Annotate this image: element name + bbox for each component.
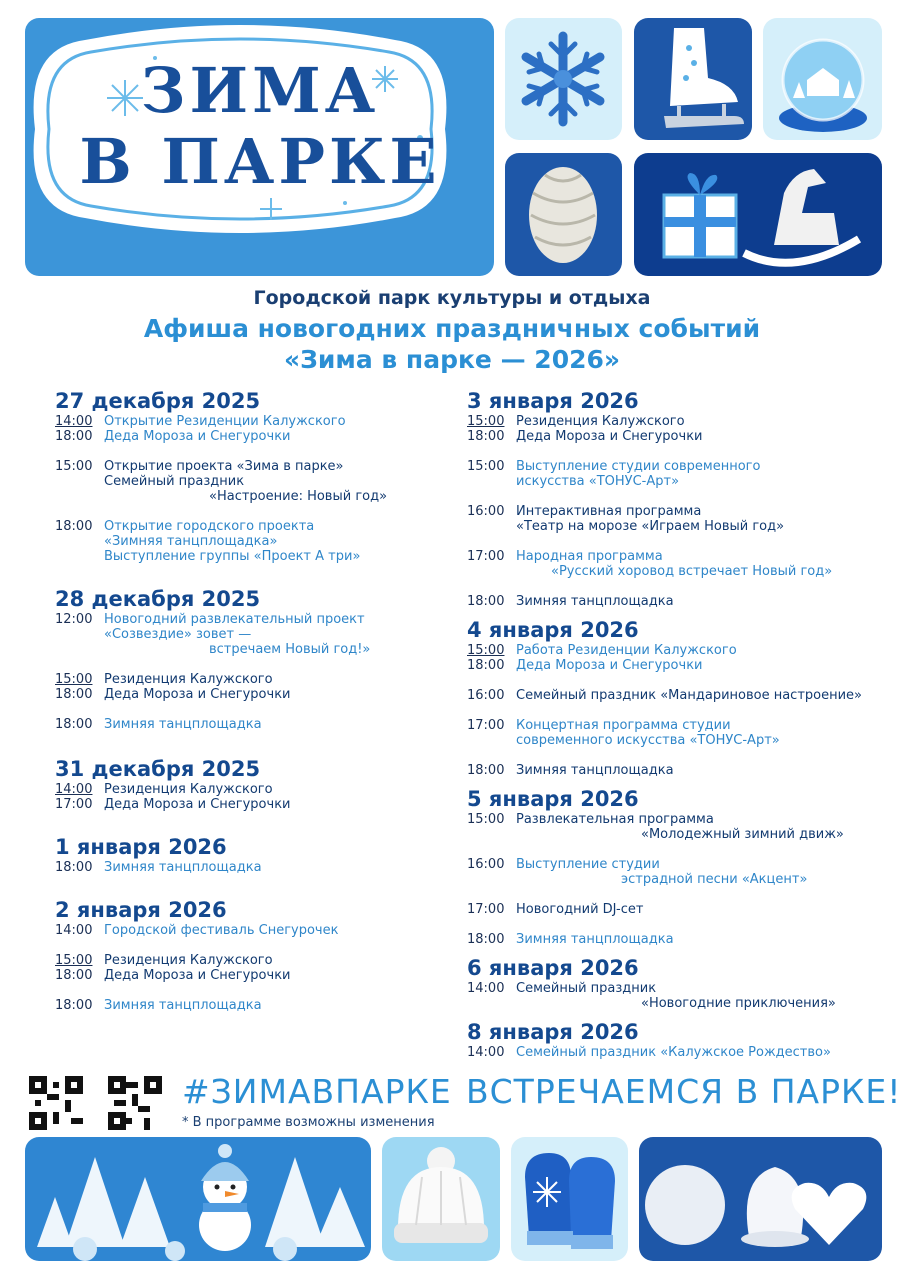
- event-times: [467, 718, 516, 748]
- event-description: [104, 953, 291, 983]
- event-line: Деда Мороза и Снегурочки: [104, 429, 291, 444]
- day-block: [467, 617, 897, 778]
- event-time: 17:00: [55, 797, 93, 812]
- day-block: [55, 388, 450, 564]
- event-times: [467, 459, 516, 489]
- day-block: [467, 1019, 897, 1060]
- event-time: 18:00: [467, 658, 505, 673]
- event-line: Зимняя танцплощадка: [516, 763, 674, 778]
- day-date: 1 января 2026: [55, 835, 227, 859]
- event-times: [55, 459, 104, 504]
- event-description: [516, 549, 832, 579]
- event-description: [104, 782, 291, 812]
- event-time: 17:00: [467, 902, 505, 917]
- event-line: «Созвездие» зовет —: [104, 627, 252, 642]
- event-line: Новогодний развлекательный проект: [104, 612, 365, 627]
- event-time: 14:00: [55, 923, 93, 938]
- event-row: [467, 857, 897, 887]
- event-times: [467, 981, 516, 1011]
- event-row: [55, 860, 450, 875]
- event-line: Новогодний DJ-сет: [516, 902, 644, 917]
- event-times: [467, 902, 516, 917]
- event-time: 14:00: [55, 782, 93, 797]
- event-time: 14:00: [467, 1045, 505, 1060]
- event-time: 15:00: [467, 812, 505, 827]
- event-row: [467, 902, 897, 917]
- event-times: [55, 953, 104, 983]
- event-time: 16:00: [467, 857, 505, 872]
- hashtag: #ЗИМАВПАРКЕ: [182, 1072, 452, 1111]
- event-time: 14:00: [467, 981, 505, 996]
- event-description: [516, 932, 674, 947]
- event-time: 12:00: [55, 612, 93, 627]
- skate-icon: [634, 18, 752, 140]
- event-time: 18:00: [55, 998, 93, 1013]
- event-row: [467, 763, 897, 778]
- event-times: [467, 812, 516, 842]
- day-date: 28 декабря 2025: [55, 587, 261, 611]
- knit-hat-tile: [382, 1137, 500, 1261]
- day-date: 6 января 2026: [467, 956, 639, 980]
- event-line: Деда Мороза и Снегурочки: [104, 687, 291, 702]
- event-row: [55, 953, 450, 983]
- event-line: Резиденция Калужского: [104, 672, 273, 687]
- snowman-trees-icon: [25, 1137, 371, 1261]
- ornaments-tile: [639, 1137, 882, 1261]
- event-row: [55, 923, 450, 938]
- event-line: Зимняя танцплощадка: [104, 717, 262, 732]
- event-line: «Театр на морозе «Играем Новый год»: [516, 519, 785, 534]
- event-line: современного искусства «ТОНУС-Арт»: [516, 733, 780, 748]
- event-description: [104, 459, 387, 504]
- event-line: Работа Резиденции Калужского: [516, 643, 737, 658]
- day-block: [55, 897, 450, 1013]
- event-line: Открытие Резиденции Калужского: [104, 414, 346, 429]
- day-block: [55, 756, 450, 812]
- qr-code-icon[interactable]: [108, 1076, 162, 1130]
- event-description: [516, 504, 784, 534]
- event-description: [516, 688, 862, 703]
- event-line: Деда Мороза и Снегурочки: [516, 658, 703, 673]
- event-time: 16:00: [467, 504, 505, 519]
- event-row: [55, 612, 450, 657]
- snowflake-icon: [505, 18, 622, 140]
- event-line: Выступление студии современного: [516, 459, 761, 474]
- event-line: «Молодежный зимний движ»: [641, 827, 844, 842]
- event-row: [467, 688, 897, 703]
- event-description: [104, 998, 262, 1013]
- gift-rocking-horse-icon: [634, 153, 882, 276]
- event-times: [467, 763, 516, 778]
- day-block: [467, 388, 897, 609]
- event-line: Зимняя танцплощадка: [516, 932, 674, 947]
- event-line: Резиденция Калужского: [104, 953, 273, 968]
- event-row: [55, 414, 450, 444]
- event-row: [55, 717, 450, 732]
- event-time: 18:00: [55, 687, 93, 702]
- event-row: [467, 459, 897, 489]
- poster-subtitle: «Зима в парке — 2026»: [283, 345, 621, 374]
- day-date: 4 января 2026: [467, 618, 639, 642]
- event-line: Концертная программа студии: [516, 718, 731, 733]
- snow-globe-icon: [763, 18, 882, 140]
- event-times: [55, 717, 104, 732]
- title-banner: [25, 18, 494, 276]
- event-line: встречаем Новый год!»: [209, 642, 371, 657]
- poster-title: Афиша новогодних праздничных событий: [143, 314, 761, 343]
- event-times: [55, 414, 104, 444]
- event-time: 18:00: [55, 860, 93, 875]
- event-row: [55, 459, 450, 504]
- event-line: «Настроение: Новый год»: [209, 489, 388, 504]
- event-line: Открытие городского проекта: [104, 519, 315, 534]
- event-line: Выступление группы «Проект А три»: [104, 549, 361, 564]
- event-row: [467, 932, 897, 947]
- event-time: 15:00: [55, 672, 93, 687]
- event-time: 18:00: [55, 968, 93, 983]
- mittens-tile: [511, 1137, 628, 1261]
- event-times: [467, 504, 516, 534]
- event-line: Семейный праздник «Калужское Рождество»: [516, 1045, 831, 1060]
- event-time: 18:00: [55, 717, 93, 732]
- day-date: 8 января 2026: [467, 1020, 639, 1044]
- event-row: [467, 812, 897, 842]
- event-line: Развлекательная программа: [516, 812, 714, 827]
- event-time: 17:00: [467, 549, 505, 564]
- event-times: [55, 612, 104, 657]
- event-row: [55, 519, 450, 564]
- event-time: 18:00: [467, 429, 505, 444]
- schedule-right-column: [467, 388, 897, 1060]
- skate-tile: [634, 18, 752, 140]
- event-description: [516, 981, 836, 1011]
- event-line: Семейный праздник «Мандариновое настроение»: [516, 688, 863, 703]
- event-times: [467, 549, 516, 579]
- event-row: [55, 782, 450, 812]
- event-time: 15:00: [467, 643, 505, 658]
- day-date: 27 декабря 2025: [55, 389, 261, 413]
- event-description: [516, 1045, 831, 1060]
- snowflake-tile: [505, 18, 622, 140]
- event-times: [55, 519, 104, 564]
- event-row: [467, 504, 897, 534]
- event-line: Зимняя танцплощадка: [104, 998, 262, 1013]
- day-block: [467, 955, 897, 1011]
- event-row: [467, 643, 897, 673]
- event-row: [467, 549, 897, 579]
- event-line: Деда Мороза и Снегурочки: [104, 968, 291, 983]
- event-line: Выступление студии: [516, 857, 660, 872]
- event-description: [516, 459, 760, 489]
- pine-cone-icon: [505, 153, 622, 276]
- event-description: [104, 923, 338, 938]
- event-time: 16:00: [467, 688, 505, 703]
- event-row: [467, 1045, 897, 1060]
- event-description: [104, 612, 370, 657]
- day-date: 5 января 2026: [467, 787, 639, 811]
- day-date: 2 января 2026: [55, 898, 227, 922]
- day-date: 31 декабря 2025: [55, 757, 261, 781]
- event-description: [516, 812, 844, 842]
- event-line: Семейный праздник: [104, 474, 245, 489]
- event-time: 17:00: [467, 718, 505, 733]
- event-description: [516, 718, 780, 748]
- event-row: [55, 998, 450, 1013]
- event-line: Резиденция Калужского: [516, 414, 685, 429]
- day-block: [55, 586, 450, 732]
- event-line: эстрадной песни «Акцент»: [621, 872, 808, 887]
- event-row: [55, 672, 450, 702]
- event-line: Зимняя танцплощадка: [104, 860, 262, 875]
- event-description: [516, 857, 807, 887]
- event-description: [516, 902, 643, 917]
- event-times: [467, 643, 516, 673]
- event-line: Зимняя танцплощадка: [516, 594, 674, 609]
- event-time: 18:00: [467, 763, 505, 778]
- event-time: 18:00: [55, 429, 93, 444]
- event-times: [55, 782, 104, 812]
- event-description: [516, 594, 674, 609]
- event-times: [467, 594, 516, 609]
- event-times: [55, 860, 104, 875]
- event-time: 14:00: [55, 414, 93, 429]
- snow-globe-tile: [763, 18, 882, 140]
- snowman-trees-tile: [25, 1137, 371, 1261]
- event-line: Резиденция Калужского: [104, 782, 273, 797]
- event-row: [467, 594, 897, 609]
- event-row: [467, 414, 897, 444]
- event-times: [467, 857, 516, 887]
- day-block: [55, 834, 450, 875]
- event-line: Народная программа: [516, 549, 663, 564]
- event-description: [104, 414, 346, 444]
- event-times: [467, 688, 516, 703]
- day-block: [467, 786, 897, 947]
- event-description: [104, 860, 262, 875]
- event-description: [516, 414, 703, 444]
- event-times: [55, 923, 104, 938]
- banner-title-line2: В ПАРКЕ: [79, 125, 441, 199]
- gift-horse-tile: [634, 153, 882, 276]
- event-line: Городской фестиваль Снегурочек: [104, 923, 339, 938]
- schedule-left-column: [55, 388, 450, 1013]
- event-line: Интерактивная программа: [516, 504, 702, 519]
- event-times: [55, 672, 104, 702]
- event-time: 18:00: [467, 594, 505, 609]
- event-line: искусства «ТОНУС-Арт»: [516, 474, 680, 489]
- event-description: [516, 643, 737, 673]
- organization-name: Городской парк культуры и отдыха: [253, 287, 651, 309]
- pine-cone-tile: [505, 153, 622, 276]
- changes-note: * В программе возможны изменения: [182, 1115, 435, 1130]
- event-description: [104, 717, 262, 732]
- banner-title-line1: ЗИМА: [140, 54, 380, 127]
- event-line: «Новогодние приключения»: [641, 996, 836, 1011]
- event-times: [467, 932, 516, 947]
- event-row: [467, 718, 897, 748]
- event-times: [55, 998, 104, 1013]
- event-line: «Русский хоровод встречает Новый год»: [551, 564, 833, 579]
- event-description: [104, 519, 360, 564]
- event-description: [516, 763, 674, 778]
- slogan: ВСТРЕЧАЕМСЯ В ПАРКЕ!: [466, 1072, 902, 1111]
- mittens-icon: [511, 1137, 628, 1261]
- event-time: 15:00: [55, 459, 93, 474]
- event-description: [104, 672, 291, 702]
- day-date: 3 января 2026: [467, 389, 639, 413]
- knit-hat-icon: [382, 1137, 500, 1261]
- ornaments-icon: [639, 1137, 882, 1261]
- event-line: Семейный праздник: [516, 981, 657, 996]
- qr-code-icon[interactable]: [29, 1076, 83, 1130]
- event-time: 18:00: [467, 932, 505, 947]
- event-line: Деда Мороза и Снегурочки: [104, 797, 291, 812]
- event-times: [467, 1045, 516, 1060]
- event-line: Деда Мороза и Снегурочки: [516, 429, 703, 444]
- event-line: «Зимняя танцплощадка»: [104, 534, 278, 549]
- event-line: Открытие проекта «Зима в парке»: [104, 459, 344, 474]
- event-times: [467, 414, 516, 444]
- event-time: 15:00: [467, 414, 505, 429]
- event-row: [467, 981, 897, 1011]
- event-time: 15:00: [467, 459, 505, 474]
- event-time: 15:00: [55, 953, 93, 968]
- event-time: 18:00: [55, 519, 93, 534]
